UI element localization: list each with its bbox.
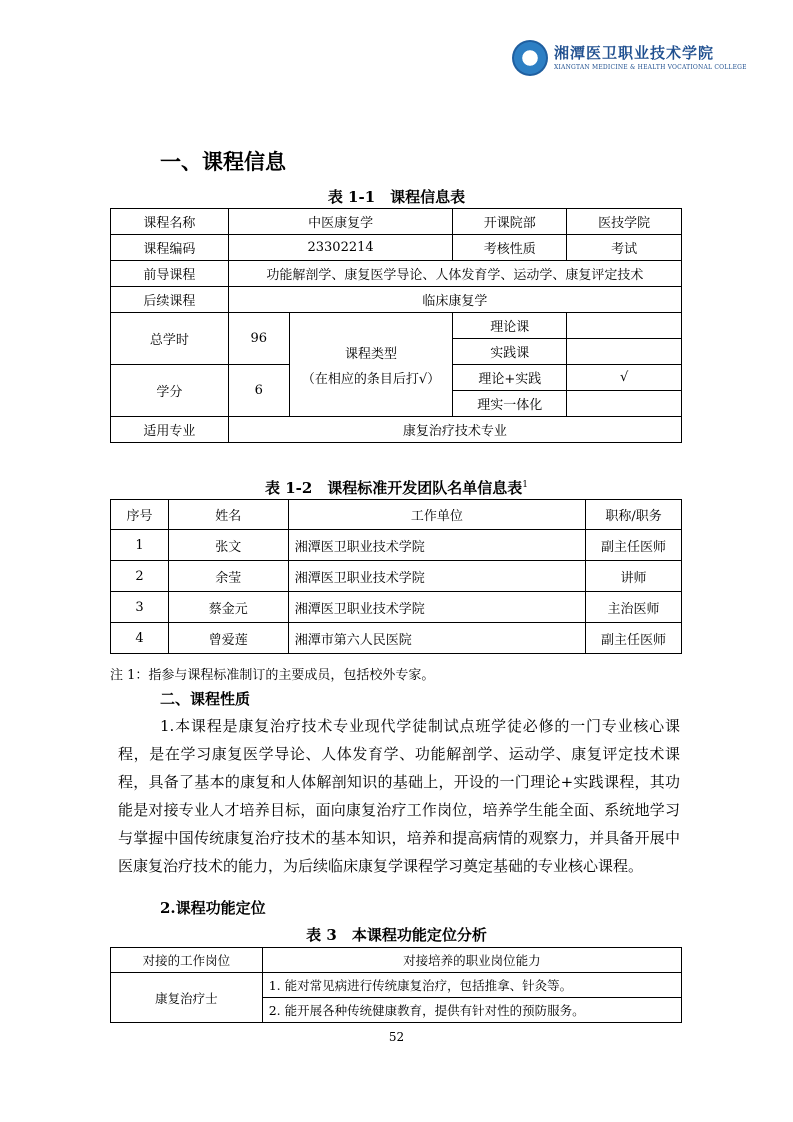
cell-no: 1 [111,530,169,561]
cell-title: 主治医师 [586,592,682,623]
table-row [111,530,682,561]
table-header-row [111,948,682,973]
table-row [111,623,682,654]
table-row [111,235,682,261]
course-type-title: 课程类型 [345,346,398,362]
credits-label: 学分 [111,365,229,417]
section2-body [118,712,680,880]
total-hours-label: 总学时 [111,313,229,365]
college-logo [512,40,747,80]
footnote-marker: 1 [522,480,529,490]
course-name-value: 中医康复学 [228,209,453,235]
col-header-no: 序号 [111,500,169,530]
type-option-practice: 实践课 [453,339,567,365]
function-positioning-table [110,947,682,1023]
col-header-unit: 工作单位 [288,500,585,530]
cell-unit: 湘潭医卫职业技术学院 [288,592,585,623]
subsection2-title: 2.课程功能定位 [160,899,266,917]
cell-name: 张文 [168,530,288,561]
dept-value: 医技学院 [567,209,682,235]
section2-title: 二、课程性质 [160,690,251,708]
table2-footnote: 注 1：指参与课程标准制订的主要成员，包括校外专家。 [110,668,435,683]
cell-title: 副主任医师 [586,623,682,654]
table-row [111,261,682,287]
table2-caption [0,477,793,498]
exam-type-label: 考核性质 [453,235,567,261]
col-header-title: 职称/职务 [586,500,682,530]
table-row [111,209,682,235]
section1-title: 一、课程信息 [160,149,286,174]
major-value: 康复治疗技术专业 [228,417,681,443]
table-row [111,417,682,443]
table3-caption: 表 3 本课程功能定位分析 [306,926,487,944]
page-number: 52 [388,1030,405,1044]
cell-title: 讲师 [586,561,682,592]
course-code-value: 23302214 [228,235,453,261]
type-option-theory-practice: 理论+实践 [453,365,567,391]
table-row [111,973,682,998]
logo-chinese-name: 湘潭医卫职业技术学院 [554,44,715,62]
table-header-row [111,500,682,530]
prereq-label: 前导课程 [111,261,229,287]
cell-name: 曾爱莲 [168,623,288,654]
table-row [111,561,682,592]
type-mark-integrated [567,391,682,417]
team-table [110,499,682,654]
table2-caption-text: 表 1-2 课程标准开发团队名单信息表 [264,479,523,497]
prereq-value: 功能解剖学、康复医学导论、人体发育学、运动学、康复评定技术 [228,261,681,287]
cell-no: 3 [111,592,169,623]
type-mark-theory-practice: √ [567,365,682,391]
col-header-ability: 对接培养的职业岗位能力 [262,948,681,973]
cell-no: 4 [111,623,169,654]
cell-name: 蔡金元 [168,592,288,623]
followup-label: 后续课程 [111,287,229,313]
course-type-hint: （在相应的条目后打√） [301,371,441,387]
type-option-theory: 理论课 [453,313,567,339]
section2-paragraph: 1.本课程是康复治疗技术专业现代学徒制试点班学徒必修的一门专业核心课程，是在学习康复医学导论、人体发育学、功能解剖学、运动学、康复评定技术课程，具备了基本的康复和人体解剖知识的基础上，开设的一门理论+实践课程，其功能是对接专业人才培养目标，面向康复治疗工作岗位，培养学生能全面、系统地学习与掌握中国传统康复治疗技术的基本知识，培养和提高病情的观察力，并具备开展中医康复治疗技术的能力，为后续临床康复学课程学习奠定基础的专业核心课程。 [118,717,680,875]
total-hours-value: 96 [228,313,289,365]
cell-unit: 湘潭医卫职业技术学院 [288,561,585,592]
cell-no: 2 [111,561,169,592]
ability-cell: 1. 能对常见病进行传统康复治疗，包括推拿、针灸等。 [262,973,681,998]
cell-title: 副主任医师 [586,530,682,561]
credits-value: 6 [228,365,289,417]
college-emblem-icon [512,40,548,76]
post-cell: 康复治疗士 [111,973,263,1023]
logo-english-name: XIANGTAN MEDICINE & HEALTH VOCATIONAL COLLEGE [554,64,747,71]
cell-name: 余莹 [168,561,288,592]
col-header-name: 姓名 [168,500,288,530]
major-label: 适用专业 [111,417,229,443]
cell-unit: 湘潭医卫职业技术学院 [288,530,585,561]
col-header-post: 对接的工作岗位 [111,948,263,973]
table-row [111,313,682,339]
table-row [111,592,682,623]
followup-value: 临床康复学 [228,287,681,313]
ability-cell: 2. 能开展各种传统健康教育，提供有针对性的预防服务。 [262,998,681,1023]
course-info-table [110,208,682,443]
course-name-label: 课程名称 [111,209,229,235]
type-mark-practice [567,339,682,365]
cell-unit: 湘潭市第六人民医院 [288,623,585,654]
exam-type-value: 考试 [567,235,682,261]
course-type-label [289,313,453,417]
course-code-label: 课程编码 [111,235,229,261]
type-option-integrated: 理实一体化 [453,391,567,417]
table-row [111,287,682,313]
type-mark-theory [567,313,682,339]
table1-caption: 表 1-1 课程信息表 [327,188,466,206]
dept-label: 开课院部 [453,209,567,235]
